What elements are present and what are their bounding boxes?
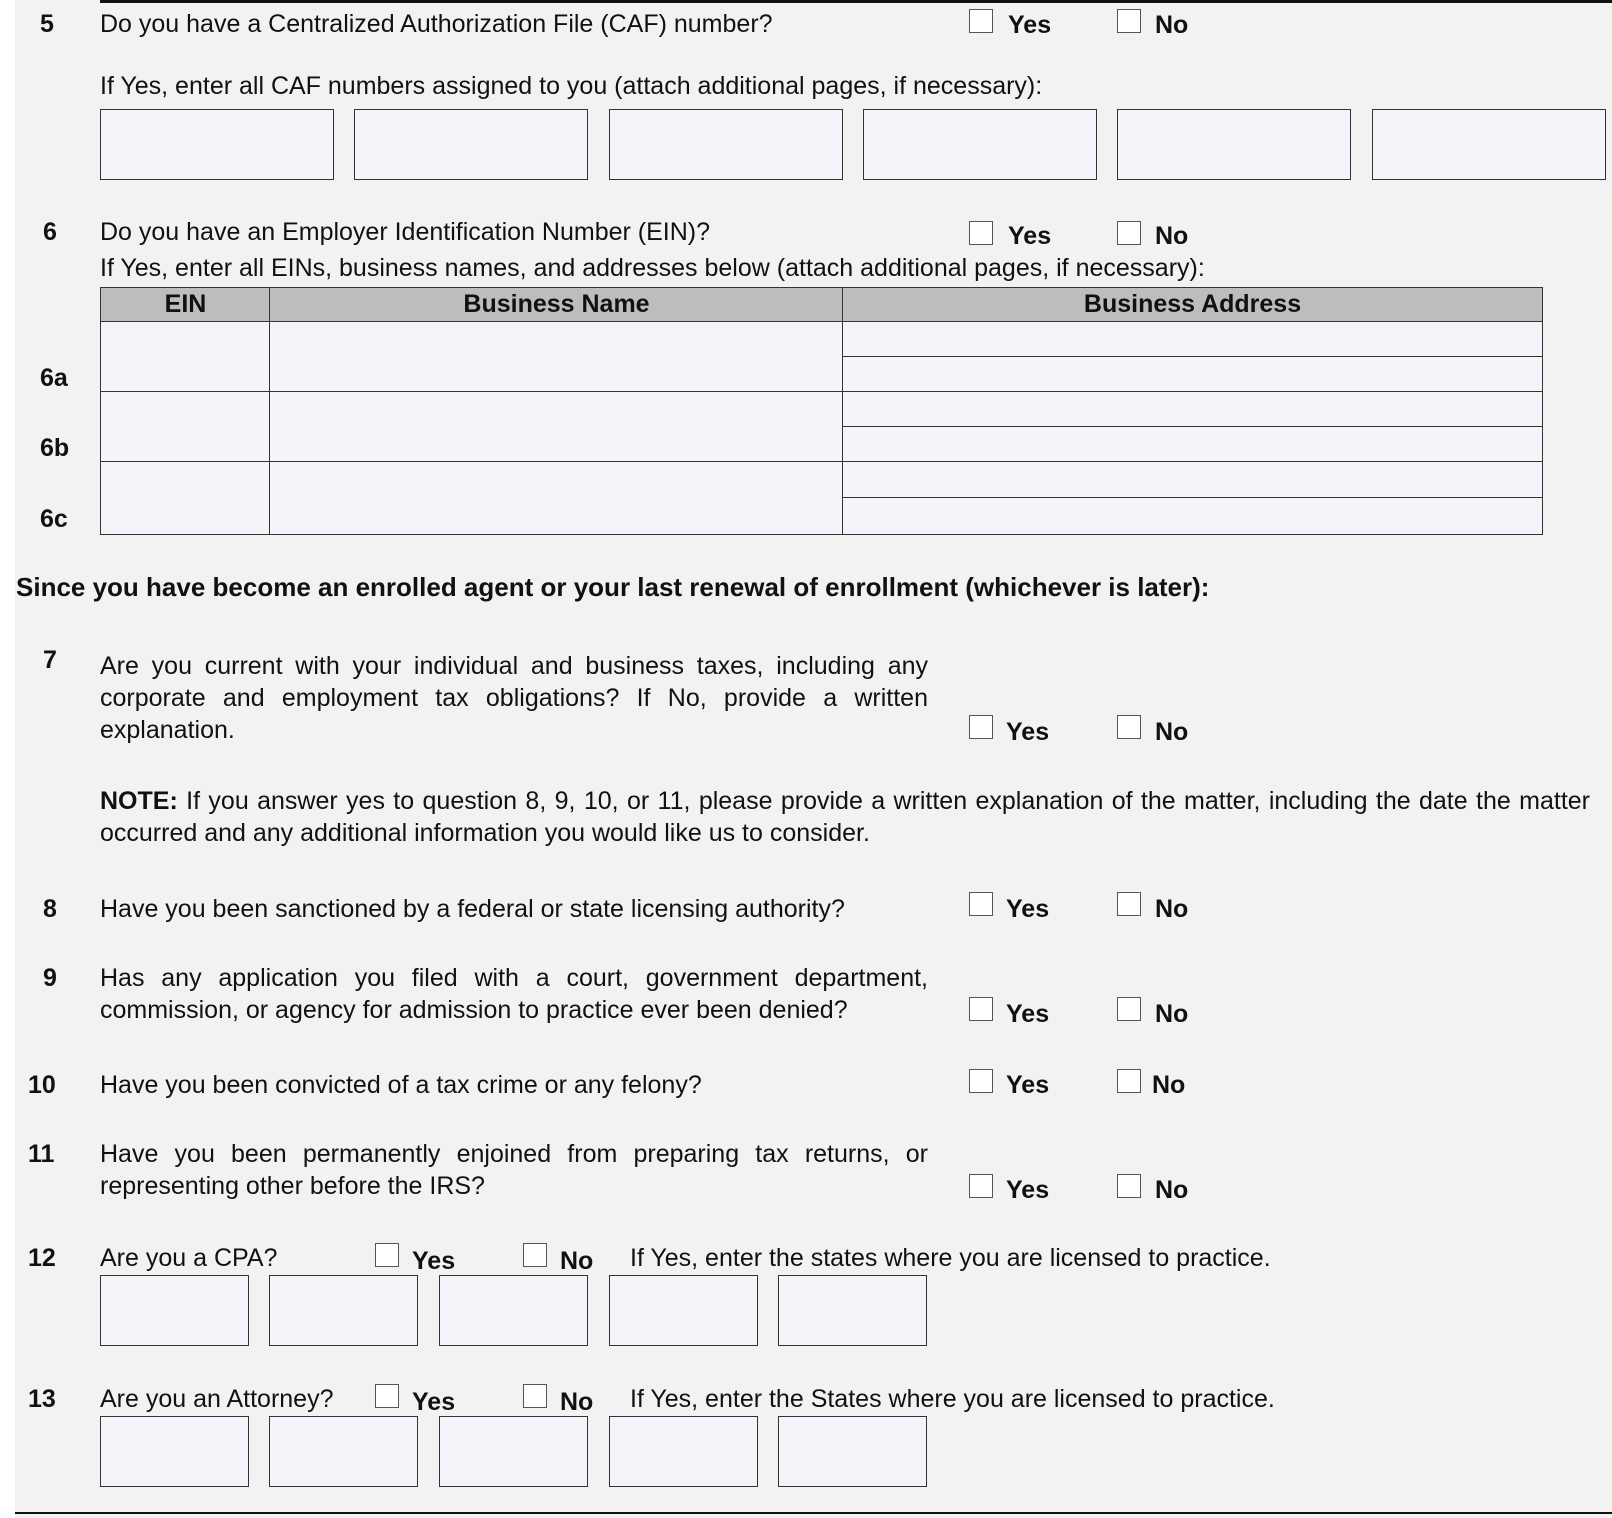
note-text: If you answer yes to question 8, 9, 10, or 11, please provide a written explanation of the matter, including the date the matter occurred and any additional information you would like us to consider.: [100, 787, 1590, 847]
q12-number: 12: [28, 1244, 56, 1272]
business-address-line-input[interactable]: [842, 321, 1543, 358]
q5-no-checkbox[interactable]: [1117, 9, 1141, 33]
q12-no-checkbox[interactable]: [523, 1243, 547, 1267]
row-label-6c: 6c: [40, 505, 68, 533]
q5-no-label: No: [1155, 11, 1189, 39]
q10-yes-label: Yes: [1006, 1071, 1050, 1099]
q12-question: Are you a CPA?: [100, 1244, 278, 1272]
q13-instruction: If Yes, enter the States where you are licensed to practice.: [630, 1385, 1275, 1413]
q10-no-checkbox[interactable]: [1117, 1069, 1141, 1093]
ein-column-header: EIN: [100, 287, 271, 323]
q10-no-label: No: [1152, 1071, 1186, 1099]
q8-yes-checkbox[interactable]: [969, 892, 993, 916]
caf-number-field[interactable]: [100, 109, 334, 180]
q7-yes-label: Yes: [1006, 718, 1050, 746]
q13-no-label: No: [560, 1388, 594, 1416]
q9-yes-label: Yes: [1006, 1000, 1050, 1028]
cpa-state-field[interactable]: [778, 1275, 927, 1346]
caf-number-field[interactable]: [1117, 109, 1351, 180]
business-address-line-input[interactable]: [842, 426, 1543, 463]
q9-no-checkbox[interactable]: [1117, 997, 1141, 1021]
q13-no-checkbox[interactable]: [523, 1384, 547, 1408]
q5-yes-label: Yes: [1008, 11, 1052, 39]
q7-no-checkbox[interactable]: [1117, 715, 1141, 739]
attorney-state-field[interactable]: [269, 1416, 418, 1487]
q13-question: Are you an Attorney?: [100, 1385, 334, 1413]
q6-yes-checkbox[interactable]: [969, 221, 993, 245]
q6-no-label: No: [1155, 222, 1189, 250]
q7-number: 7: [43, 646, 57, 674]
q10-number: 10: [28, 1071, 56, 1099]
attorney-state-field[interactable]: [100, 1416, 249, 1487]
q7-yes-checkbox[interactable]: [969, 715, 993, 739]
q5-yes-checkbox[interactable]: [969, 9, 993, 33]
q5-question: Do you have a Centralized Authorization File (CAF) number?: [100, 10, 773, 38]
q9-no-label: No: [1155, 1000, 1189, 1028]
q11-no-checkbox[interactable]: [1117, 1174, 1141, 1198]
caf-number-field[interactable]: [609, 109, 843, 180]
q11-no-label: No: [1155, 1176, 1189, 1204]
row-label-6b: 6b: [40, 434, 70, 462]
q11-number: 11: [28, 1140, 55, 1168]
q5-instruction: If Yes, enter all CAF numbers assigned to you (attach additional pages, if necessary):: [100, 72, 1043, 100]
note-block: [100, 785, 1590, 849]
q12-no-label: No: [560, 1247, 594, 1275]
q6-number: 6: [43, 218, 57, 246]
q12-yes-label: Yes: [412, 1247, 456, 1275]
q8-number: 8: [43, 895, 57, 923]
cpa-state-field[interactable]: [269, 1275, 418, 1346]
q11-yes-label: Yes: [1006, 1176, 1050, 1204]
q11-yes-checkbox[interactable]: [969, 1174, 993, 1198]
q13-yes-checkbox[interactable]: [375, 1384, 399, 1408]
q8-no-label: No: [1155, 895, 1189, 923]
row-label-6a: 6a: [40, 364, 68, 392]
q10-question: Have you been convicted of a tax crime or any felony?: [100, 1071, 702, 1099]
q6-yes-label: Yes: [1008, 222, 1052, 250]
q8-yes-label: Yes: [1006, 895, 1050, 923]
q9-yes-checkbox[interactable]: [969, 997, 993, 1021]
cpa-state-field[interactable]: [100, 1275, 249, 1346]
business-address-column-header: Business Address: [842, 287, 1543, 323]
attorney-state-field[interactable]: [609, 1416, 758, 1487]
section-heading: Since you have become an enrolled agent or your last renewal of enrollment (whichever is later):: [16, 572, 1210, 602]
q9-question: Has any application you filed with a court, government department, commission, or agency for admission to practice ever been denied?: [100, 964, 928, 1024]
q11-question: Have you been permanently enjoined from preparing tax returns, or representing other before the IRS?: [100, 1140, 928, 1200]
q8-no-checkbox[interactable]: [1117, 892, 1141, 916]
business-name-input[interactable]: [269, 461, 844, 535]
q10-yes-checkbox[interactable]: [969, 1069, 993, 1093]
q6-instruction: If Yes, enter all EINs, business names, and addresses below (attach additional pages, if necessary):: [100, 254, 1205, 282]
business-name-input[interactable]: [269, 321, 844, 393]
ein-input[interactable]: [100, 461, 271, 535]
q5-number: 5: [40, 10, 54, 38]
caf-number-field[interactable]: [863, 109, 1097, 180]
q13-yes-label: Yes: [412, 1388, 456, 1416]
q9-number: 9: [43, 964, 57, 992]
business-name-input[interactable]: [269, 391, 844, 463]
caf-number-field[interactable]: [354, 109, 588, 180]
ein-input[interactable]: [100, 391, 271, 463]
attorney-state-field[interactable]: [439, 1416, 588, 1487]
business-address-line-input[interactable]: [842, 356, 1543, 393]
business-address-line-input[interactable]: [842, 461, 1543, 499]
business-address-line-input[interactable]: [842, 391, 1543, 428]
top-rule: [100, 0, 1612, 3]
q8-question: Have you been sanctioned by a federal or state licensing authority?: [100, 895, 845, 923]
q7-no-label: No: [1155, 718, 1189, 746]
attorney-state-field[interactable]: [778, 1416, 927, 1487]
q12-instruction: If Yes, enter the states where you are licensed to practice.: [630, 1244, 1271, 1272]
cpa-state-field[interactable]: [439, 1275, 588, 1346]
q6-no-checkbox[interactable]: [1117, 221, 1141, 245]
q12-yes-checkbox[interactable]: [375, 1243, 399, 1267]
bottom-rule: [15, 1512, 1612, 1514]
cpa-state-field[interactable]: [609, 1275, 758, 1346]
q13-number: 13: [28, 1385, 56, 1413]
q6-question: Do you have an Employer Identification Number (EIN)?: [100, 218, 711, 246]
business-name-column-header: Business Name: [269, 287, 844, 323]
caf-number-field[interactable]: [1372, 109, 1606, 180]
ein-input[interactable]: [100, 321, 271, 393]
note-label: NOTE:: [100, 787, 178, 815]
business-address-line-input[interactable]: [842, 497, 1543, 535]
q7-question: Are you current with your individual and business taxes, including any corporate and employment tax obligations? If No, provide a written explanation.: [100, 652, 928, 744]
